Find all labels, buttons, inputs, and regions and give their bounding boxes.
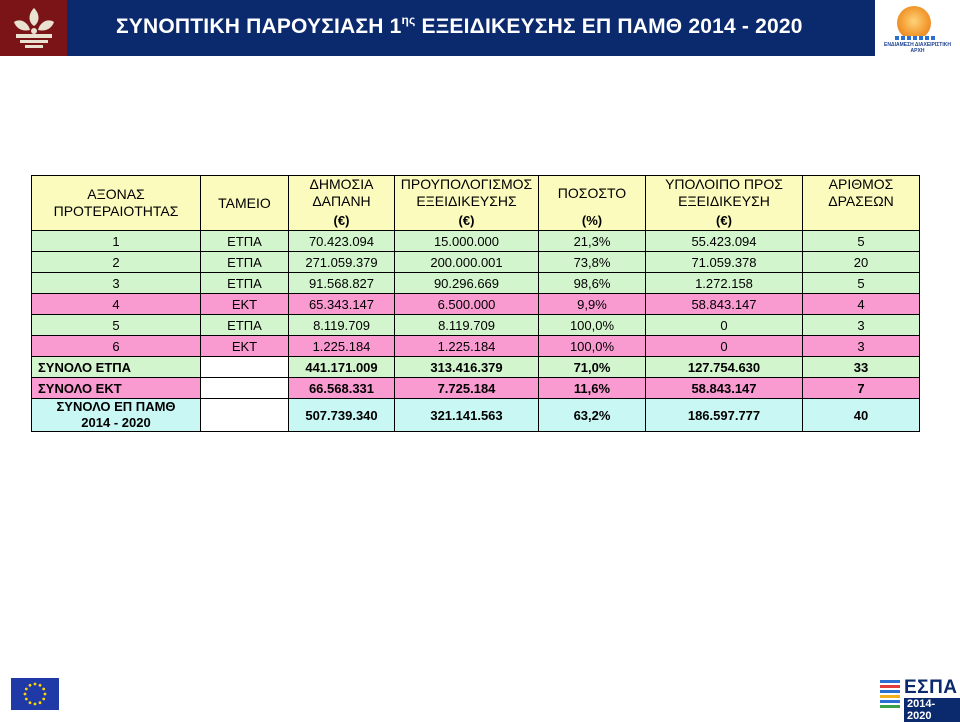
total-actions: 7 <box>803 378 920 399</box>
espa-stripes-icon <box>880 680 902 708</box>
header-percent: ΠΟΣΟΣΤΟ <box>539 176 646 211</box>
eu-flag-icon <box>11 678 59 710</box>
cell-axis: 1 <box>32 231 201 252</box>
cell-actions: 3 <box>803 315 920 336</box>
cell-remaining: 58.843.147 <box>646 294 803 315</box>
cell-remaining: 0 <box>646 336 803 357</box>
managing-authority-logo <box>875 0 960 56</box>
unit-remaining: (€) <box>646 210 803 231</box>
unit-percent: (%) <box>539 210 646 231</box>
cell-fund: ΕΤΠΑ <box>201 252 289 273</box>
cell-budget: 200.000.001 <box>395 252 539 273</box>
cell-public: 65.343.147 <box>289 294 395 315</box>
cell-remaining: 71.059.378 <box>646 252 803 273</box>
cell-percent: 100,0% <box>539 336 646 357</box>
blank-cell <box>201 399 289 432</box>
title-bar <box>0 0 960 56</box>
header-axis: ΑΞΟΝΑΣ ΠΡΟΤΕΡΑΙΟΤΗΤΑΣ <box>32 176 201 231</box>
cell-budget: 1.225.184 <box>395 336 539 357</box>
total-actions: 40 <box>803 399 920 432</box>
logo-caption: ΕΝΔΙΑΜΕΣΗ ΔΙΑΧΕΙΡΙΣΤΙΚΗ ΑΡΧΗ <box>884 42 951 54</box>
table-row <box>32 252 920 273</box>
espa-years: 2014-2020 <box>904 698 960 722</box>
table-row <box>32 273 920 294</box>
total-remaining: 127.754.630 <box>646 357 803 378</box>
cell-axis: 3 <box>32 273 201 294</box>
table-row <box>32 231 920 252</box>
total-budget: 321.141.563 <box>395 399 539 432</box>
cell-percent: 98,6% <box>539 273 646 294</box>
page-title: ΣΥΝΟΠΤΙΚΗ ΠΑΡΟΥΣΙΑΣΗ $1^{\eta\varsigma}$ ΕΞΕΙΔΙΚΕΥΣΗΣ ΕΠ ΠΑΜΘ 2014 - 2020 <box>116 13 803 38</box>
cell-percent: 21,3% <box>539 231 646 252</box>
cell-remaining: 1.272.158 <box>646 273 803 294</box>
region-emblem-logo <box>0 0 67 56</box>
unit-budget: (€) <box>395 210 539 231</box>
total-row-ekt <box>32 378 920 399</box>
cell-percent: 9,9% <box>539 294 646 315</box>
espa-word: ΕΣΠΑ <box>904 677 958 698</box>
cell-percent: 100,0% <box>539 315 646 336</box>
total-budget: 7.725.184 <box>395 378 539 399</box>
table-row <box>32 294 920 315</box>
header-public-expenditure: ΔΗΜΟΣΙΑ ΔΑΠΑΝΗ <box>289 176 395 211</box>
cell-axis: 5 <box>32 315 201 336</box>
cell-public: 1.225.184 <box>289 336 395 357</box>
cell-public: 91.568.827 <box>289 273 395 294</box>
cell-axis: 4 <box>32 294 201 315</box>
header-actions-count: ΑΡΙΘΜΟΣ ΔΡΑΣΕΩΝ <box>803 176 920 211</box>
total-public: 441.171.009 <box>289 357 395 378</box>
total-label: ΣΥΝΟΛΟ ΕΠ ΠΑΜΘ 2014 - 2020 <box>32 399 201 432</box>
total-row-etpa <box>32 357 920 378</box>
total-public: 66.568.331 <box>289 378 395 399</box>
cell-axis: 2 <box>32 252 201 273</box>
cell-actions: 4 <box>803 294 920 315</box>
header-fund: ΤΑΜΕΙΟ <box>201 176 289 231</box>
cell-remaining: 55.423.094 <box>646 231 803 252</box>
cell-actions: 5 <box>803 273 920 294</box>
blank-cell <box>201 378 289 399</box>
total-percent: 71,0% <box>539 357 646 378</box>
cell-actions: 5 <box>803 231 920 252</box>
cell-public: 70.423.094 <box>289 231 395 252</box>
unit-actions <box>803 210 920 231</box>
total-percent: 63,2% <box>539 399 646 432</box>
cell-budget: 15.000.000 <box>395 231 539 252</box>
total-row-program <box>32 399 920 432</box>
ornament-icon <box>6 4 62 52</box>
cell-axis: 6 <box>32 336 201 357</box>
total-label: ΣΥΝΟΛΟ ΕΤΠΑ <box>32 357 201 378</box>
waves-icon <box>895 36 937 40</box>
cell-fund: ΕΚΤ <box>201 336 289 357</box>
cell-percent: 73,8% <box>539 252 646 273</box>
header-row <box>32 176 920 211</box>
cell-fund: ΕΤΠΑ <box>201 315 289 336</box>
cell-fund: ΕΚΤ <box>201 294 289 315</box>
cell-public: 271.059.379 <box>289 252 395 273</box>
unit-public: (€) <box>289 210 395 231</box>
cell-actions: 3 <box>803 336 920 357</box>
total-label: ΣΥΝΟΛΟ ΕΚΤ <box>32 378 201 399</box>
blank-cell <box>201 357 289 378</box>
total-budget: 313.416.379 <box>395 357 539 378</box>
cell-budget: 90.296.669 <box>395 273 539 294</box>
summary-table <box>31 175 920 432</box>
header-remaining: ΥΠΟΛΟΙΠΟ ΠΡΟΣ ΕΞΕΙΔΙΚΕΥΣΗ <box>646 176 803 211</box>
total-remaining: 186.597.777 <box>646 399 803 432</box>
sun-icon <box>897 6 931 40</box>
cell-remaining: 0 <box>646 315 803 336</box>
header-specification-budget: ΠΡΟΥΠΟΛΟΓΙΣΜΟΣ ΕΞΕΙΔΙΚΕΥΣΗΣ <box>395 176 539 211</box>
table-row <box>32 336 920 357</box>
cell-fund: ΕΤΠΑ <box>201 231 289 252</box>
cell-budget: 8.119.709 <box>395 315 539 336</box>
cell-actions: 20 <box>803 252 920 273</box>
cell-fund: ΕΤΠΑ <box>201 273 289 294</box>
total-percent: 11,6% <box>539 378 646 399</box>
cell-public: 8.119.709 <box>289 315 395 336</box>
total-remaining: 58.843.147 <box>646 378 803 399</box>
cell-budget: 6.500.000 <box>395 294 539 315</box>
total-actions: 33 <box>803 357 920 378</box>
total-public: 507.739.340 <box>289 399 395 432</box>
espa-logo <box>880 677 960 722</box>
table-row <box>32 315 920 336</box>
